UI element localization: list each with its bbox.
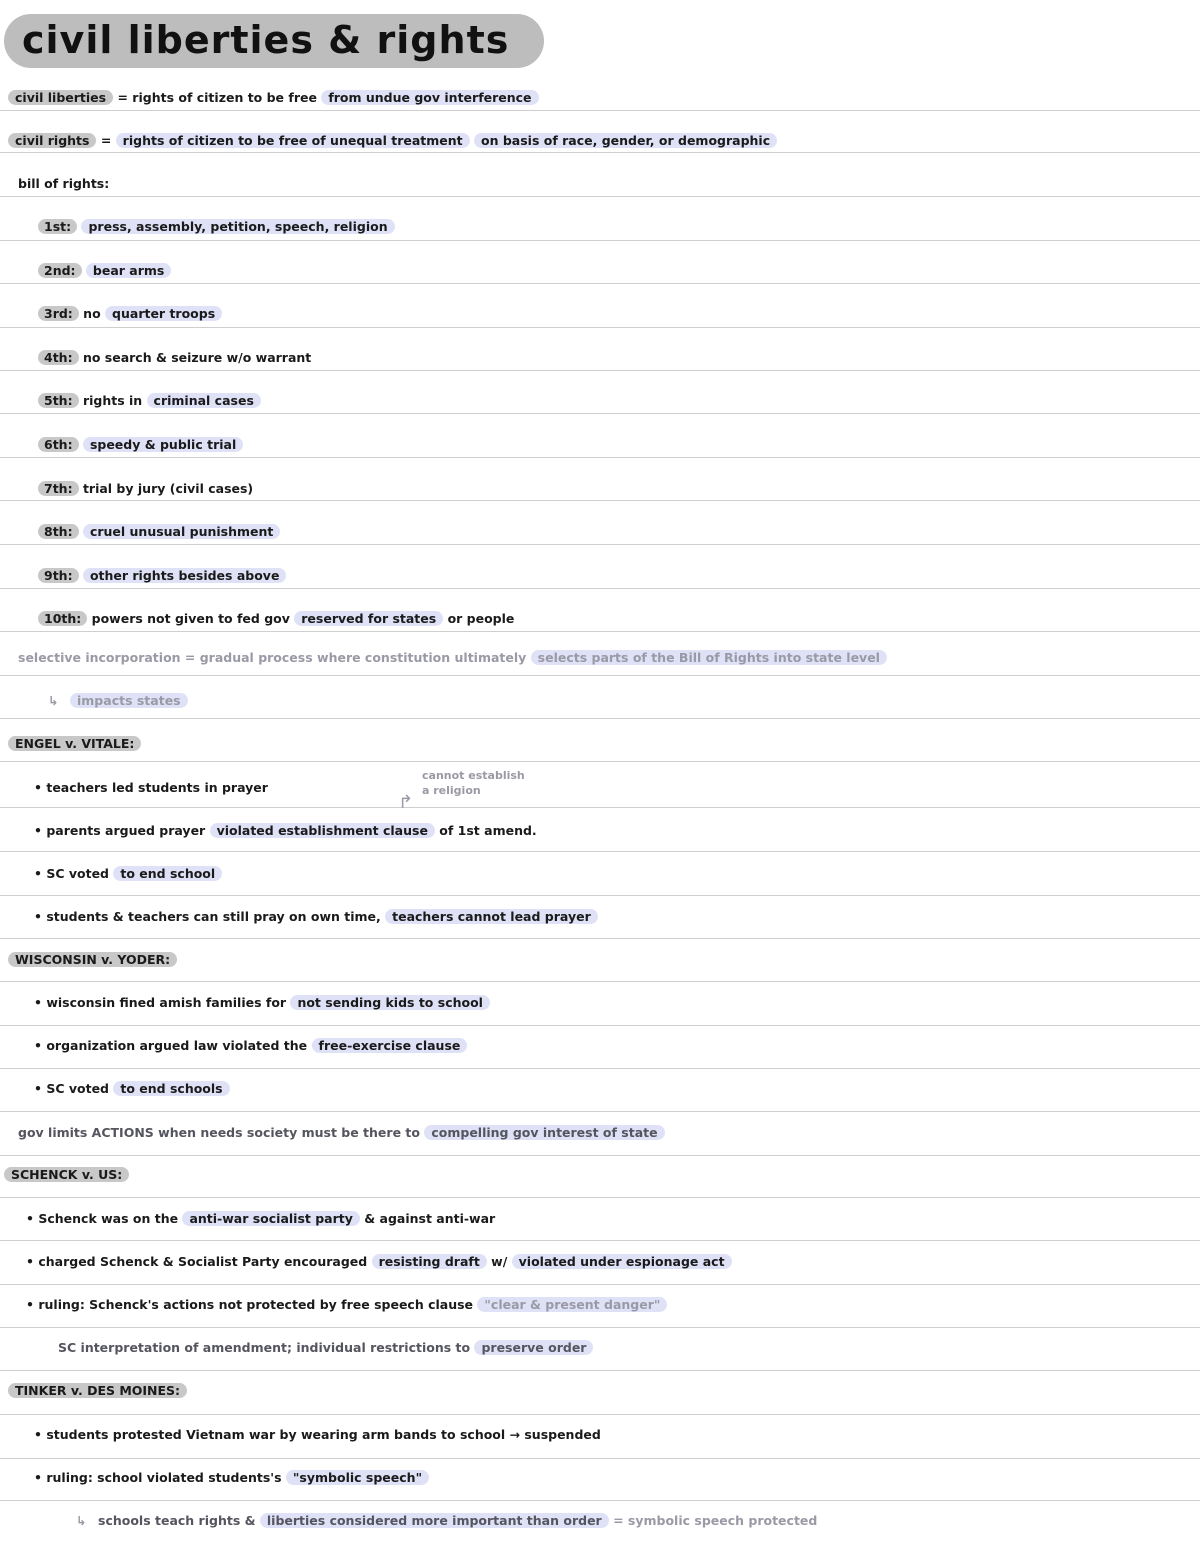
engel-heading bbox=[8, 735, 141, 753]
bullet-highlight: anti-war socialist party bbox=[182, 1211, 359, 1226]
bullet-text: SC voted bbox=[46, 866, 110, 881]
bor-item bbox=[38, 480, 253, 498]
bullet-highlight: teachers cannot lead prayer bbox=[385, 909, 598, 924]
amendment-rest: or people bbox=[447, 611, 515, 627]
rule-line bbox=[0, 327, 1200, 328]
curved-arrow-icon: ↱ bbox=[398, 792, 414, 813]
rule-line bbox=[0, 544, 1200, 545]
bullet-highlight: resisting draft bbox=[372, 1254, 487, 1269]
gov-note-highlight: compelling gov interest of state bbox=[424, 1125, 664, 1140]
def-civil-rights bbox=[8, 132, 777, 150]
bullet-rest: & against anti-war bbox=[364, 1211, 496, 1226]
schenck-sub-text: SC interpretation of amendment; individual restrictions to bbox=[58, 1340, 471, 1355]
amendment-number: 8th: bbox=[38, 524, 79, 539]
bullet-text: charged Schenck & Socialist Party encouraged bbox=[38, 1254, 368, 1269]
def-dash: = bbox=[113, 90, 133, 105]
amendment-text: cruel unusual punishment bbox=[83, 524, 280, 539]
bullet-faint-highlight: "clear & present danger" bbox=[477, 1297, 667, 1312]
selective-highlight: selects parts of the Bill of Rights into state level bbox=[531, 650, 887, 665]
bullet-dot: • bbox=[34, 995, 47, 1010]
def-rest: on basis of race, gender, or demographic bbox=[474, 133, 777, 148]
rule-line bbox=[0, 1500, 1200, 1501]
amendment-highlight: quarter troops bbox=[105, 306, 222, 321]
def-highlight: rights of citizen to be free of unequal treatment bbox=[116, 133, 470, 148]
selective-sub bbox=[48, 692, 188, 710]
bullet-dot: • bbox=[34, 1081, 47, 1096]
rule-line bbox=[0, 588, 1200, 589]
rule-line bbox=[0, 457, 1200, 458]
amendment-text: powers not given to fed gov bbox=[91, 611, 290, 627]
rule-line bbox=[0, 851, 1200, 852]
rule-line bbox=[0, 1284, 1200, 1285]
bor-item bbox=[38, 523, 280, 541]
wisconsin-heading-text: WISCONSIN v. YODER: bbox=[8, 952, 177, 967]
bullet-dot: • bbox=[34, 909, 47, 924]
bullet-text: parents argued prayer bbox=[46, 823, 206, 838]
bor-item bbox=[38, 567, 286, 585]
def-civil-liberties bbox=[8, 89, 539, 107]
bor-heading: bill of rights: bbox=[18, 176, 110, 191]
note-line: cannot establish bbox=[422, 769, 525, 782]
bullet-text: students & teachers can still pray on own time, bbox=[46, 909, 381, 924]
bullet-highlight: to end school bbox=[113, 866, 222, 881]
amendment-text: no bbox=[83, 306, 101, 322]
hook-arrow-icon: ↳ bbox=[76, 1513, 87, 1528]
bor-item bbox=[38, 610, 514, 628]
bullet-highlight: "symbolic speech" bbox=[286, 1470, 429, 1485]
bullet-item bbox=[26, 1210, 495, 1228]
rule-line bbox=[0, 761, 1200, 762]
amendment-number: 1st: bbox=[38, 219, 77, 234]
amendment-highlight: reserved for states bbox=[294, 611, 443, 626]
bullet-highlight: violated establishment clause bbox=[210, 823, 435, 838]
rule-line bbox=[0, 370, 1200, 371]
bullet-text: ruling: Schenck's actions not protected by free speech clause bbox=[38, 1297, 474, 1312]
selective-text: selective incorporation = gradual process where constitution ultimately bbox=[18, 650, 527, 665]
rule-line bbox=[0, 1240, 1200, 1241]
bullet-dot: • bbox=[26, 1211, 39, 1226]
amendment-text: speedy & public trial bbox=[83, 437, 243, 452]
hook-arrow-icon: ↳ bbox=[48, 693, 59, 708]
schenck-heading-text: SCHENCK v. US: bbox=[4, 1167, 129, 1182]
amendment-highlight: criminal cases bbox=[147, 393, 261, 408]
wisconsin-heading bbox=[8, 951, 177, 969]
rule-line bbox=[0, 196, 1200, 197]
bullet-text: SC voted bbox=[46, 1081, 110, 1096]
selective-sub-text: impacts states bbox=[70, 693, 188, 708]
bullet-item bbox=[26, 1253, 732, 1271]
bullet-dot: • bbox=[34, 823, 47, 838]
bor-item bbox=[38, 262, 171, 280]
bullet-highlight: not sending kids to school bbox=[290, 995, 490, 1010]
bullet-highlight-2: violated under espionage act bbox=[512, 1254, 732, 1269]
bullet-item bbox=[26, 1296, 667, 1314]
rule-line bbox=[0, 1327, 1200, 1328]
engel-heading-text: ENGEL v. VITALE: bbox=[8, 736, 141, 751]
bullet-text: teachers led students in prayer bbox=[46, 780, 268, 795]
amendment-text: bear arms bbox=[86, 263, 171, 278]
bullet-text: Schenck was on the bbox=[38, 1211, 179, 1226]
tinker-sub-highlight: liberties considered more important than order bbox=[260, 1513, 609, 1528]
rule-line bbox=[0, 1155, 1200, 1156]
bullet-item bbox=[34, 994, 490, 1012]
bullet-highlight: free-exercise clause bbox=[312, 1038, 468, 1053]
amendment-text: no search & seizure bbox=[82, 349, 223, 365]
rule-line bbox=[0, 675, 1200, 676]
bullet-dot: • bbox=[26, 1297, 39, 1312]
bor-item bbox=[38, 349, 311, 367]
rule-line bbox=[0, 110, 1200, 111]
schenck-sub bbox=[58, 1339, 593, 1357]
schenck-heading bbox=[4, 1166, 129, 1184]
tinker-sub-faint: = symbolic speech protected bbox=[613, 1513, 818, 1528]
bullet-item bbox=[34, 822, 537, 840]
note-line: a religion bbox=[422, 784, 481, 797]
bor-item bbox=[38, 436, 243, 454]
rule-line bbox=[0, 938, 1200, 939]
bor-item bbox=[38, 218, 395, 236]
amendment-text: rights in bbox=[82, 393, 143, 409]
amendment-number: 2nd: bbox=[38, 263, 82, 278]
rule-line bbox=[0, 1111, 1200, 1112]
rule-line bbox=[0, 152, 1200, 153]
rule-line bbox=[0, 1068, 1200, 1069]
amendment-text: trial by jury bbox=[82, 480, 166, 496]
term-civil-rights: civil rights bbox=[8, 133, 96, 148]
bullet-dot: • bbox=[34, 1427, 47, 1442]
bullet-text: organization argued law violated the bbox=[46, 1038, 308, 1053]
bullet-item bbox=[34, 779, 268, 797]
gov-note-text: gov limits ACTIONS when needs society must be there to bbox=[18, 1125, 420, 1140]
amendment-number: 9th: bbox=[38, 568, 79, 583]
bor-item bbox=[38, 392, 261, 410]
bullet-item bbox=[34, 1426, 601, 1444]
bullet-mid: w/ bbox=[491, 1254, 508, 1269]
rule-line bbox=[0, 1414, 1200, 1415]
term-civil-liberties: civil liberties bbox=[8, 90, 113, 105]
rule-line bbox=[0, 413, 1200, 414]
amendment-rest: w/o warrant bbox=[226, 349, 312, 365]
rule-line bbox=[0, 283, 1200, 284]
def-text: rights of citizen to be free bbox=[132, 90, 317, 105]
rule-line bbox=[0, 1370, 1200, 1371]
bullet-dot: • bbox=[26, 1254, 39, 1269]
rule-line bbox=[0, 1197, 1200, 1198]
def-dash: = bbox=[96, 133, 116, 148]
amendment-number: 6th: bbox=[38, 437, 79, 452]
bullet-item bbox=[34, 1037, 467, 1055]
rule-line bbox=[0, 1458, 1200, 1459]
rule-line bbox=[0, 981, 1200, 982]
bullet-text: students protested Vietnam war by wearing arm bands to school → suspended bbox=[46, 1427, 601, 1442]
tinker-sub bbox=[76, 1512, 817, 1530]
tinker-heading bbox=[8, 1382, 187, 1400]
bullet-text: wisconsin fined amish families for bbox=[46, 995, 287, 1010]
rule-line bbox=[0, 500, 1200, 501]
tinker-heading-text: TINKER v. DES MOINES: bbox=[8, 1383, 187, 1398]
bullet-rest: of 1st amend. bbox=[439, 823, 537, 838]
amendment-rest: (civil cases) bbox=[169, 480, 254, 496]
rule-line bbox=[0, 631, 1200, 632]
selective-incorporation bbox=[18, 649, 887, 667]
tinker-sub-lead: schools teach rights & bbox=[98, 1513, 256, 1528]
page-title: civil liberties & rights bbox=[4, 14, 544, 68]
amendment-number: 10th: bbox=[38, 611, 87, 626]
engel-side-note bbox=[422, 768, 525, 798]
bullet-item bbox=[34, 1469, 429, 1487]
schenck-sub-highlight: preserve order bbox=[474, 1340, 593, 1355]
bullet-item bbox=[34, 865, 222, 883]
bullet-dot: • bbox=[34, 780, 47, 795]
bullet-dot: • bbox=[34, 1470, 47, 1485]
rule-line bbox=[0, 807, 1200, 808]
bullet-text: ruling: school violated students's bbox=[46, 1470, 282, 1485]
rule-line bbox=[0, 1025, 1200, 1026]
def-highlight: from undue gov interference bbox=[321, 90, 538, 105]
bullet-dot: • bbox=[34, 1038, 47, 1053]
amendment-number: 5th: bbox=[38, 393, 79, 408]
bullet-item bbox=[34, 1080, 230, 1098]
amendment-number: 3rd: bbox=[38, 306, 79, 321]
bor-item bbox=[38, 305, 222, 323]
bullet-dot: • bbox=[34, 866, 47, 881]
amendment-number: 7th: bbox=[38, 481, 79, 496]
rule-line bbox=[0, 718, 1200, 719]
rule-line bbox=[0, 240, 1200, 241]
bullet-item bbox=[34, 908, 598, 926]
amendment-number: 4th: bbox=[38, 350, 79, 365]
amendment-text: press, assembly, petition, speech, religion bbox=[81, 219, 394, 234]
amendment-text: other rights besides above bbox=[83, 568, 286, 583]
rule-line bbox=[0, 895, 1200, 896]
gov-note bbox=[18, 1124, 665, 1142]
bullet-highlight: to end schools bbox=[113, 1081, 229, 1096]
